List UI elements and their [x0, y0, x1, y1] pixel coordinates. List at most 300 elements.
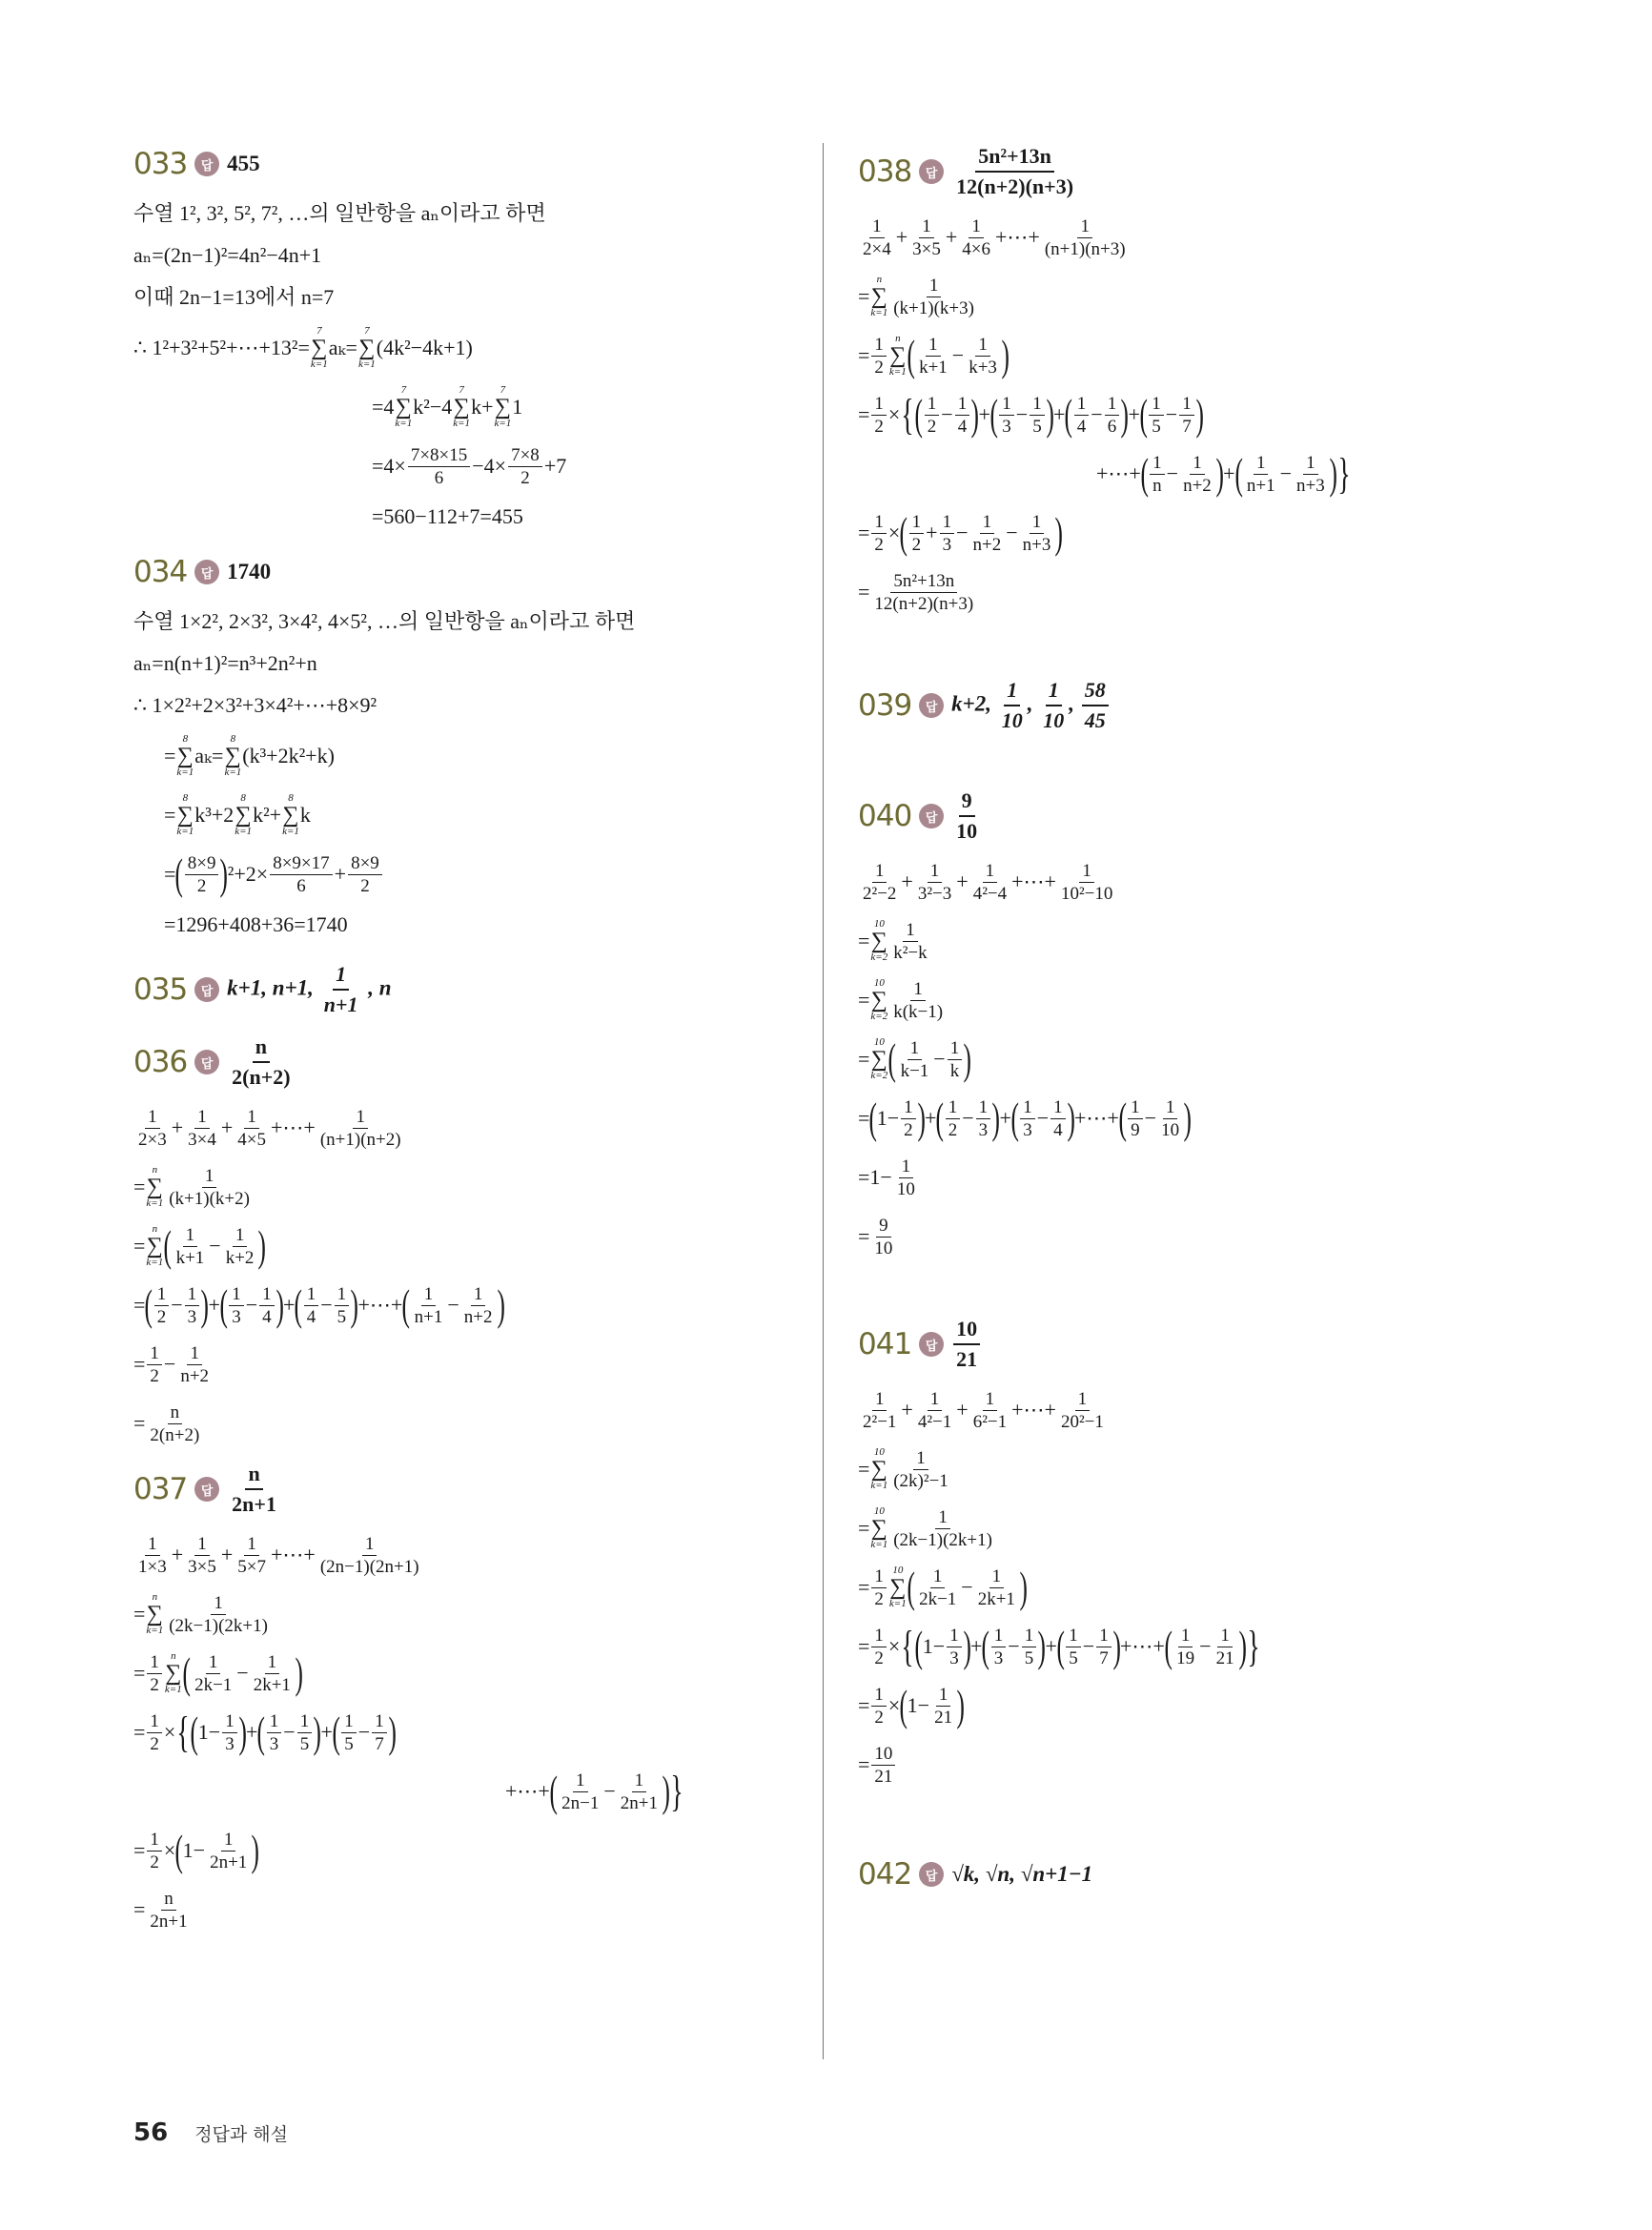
answer-badge-icon: 답 — [194, 560, 219, 584]
sigma-upper-limit: n — [152, 1591, 158, 1603]
brace: } — [670, 1767, 684, 1815]
math-token: ²+2× — [227, 862, 269, 886]
fraction-numerator: 1 — [1254, 454, 1269, 475]
math-token: − — [933, 1047, 946, 1071]
sigma-symbol — [311, 326, 328, 370]
parenthesis: ) — [1183, 1094, 1192, 1142]
math-token: = — [858, 580, 870, 604]
math-token: = — [858, 1457, 870, 1481]
math-line: aₙ=(2n−1)²=4n²−4n+1 — [133, 243, 322, 267]
math-token: − — [961, 1575, 973, 1599]
fraction — [1058, 862, 1115, 903]
parenthesis: ( — [1164, 1622, 1173, 1670]
math-token: = — [133, 1293, 146, 1317]
fraction-denominator: 45 — [1084, 708, 1106, 732]
math-token: + — [1223, 461, 1235, 485]
sigma-upper-limit: 10 — [892, 1565, 904, 1576]
fraction-denominator: n+1 — [414, 1306, 443, 1327]
fraction — [1020, 1098, 1035, 1139]
fraction-denominator: (2k)²−1 — [893, 1470, 948, 1491]
fraction — [321, 962, 361, 1017]
fraction-denominator: (k+1)(k+2) — [169, 1188, 250, 1209]
math-token: = — [133, 1838, 146, 1862]
math-token: , n — [368, 975, 392, 1000]
fraction-numerator: 1 — [1149, 395, 1164, 416]
fraction-numerator: 1 — [901, 1098, 916, 1119]
parenthesis: ( — [981, 1622, 990, 1670]
fraction-numerator: 1 — [935, 1508, 950, 1529]
fraction-denominator: 7 — [1099, 1647, 1109, 1668]
fraction — [970, 862, 1010, 903]
answer — [953, 788, 980, 844]
fraction-numerator: 1 — [372, 1712, 387, 1733]
fraction-denominator: 10 — [874, 1238, 893, 1258]
fraction-numerator: 1 — [955, 395, 970, 416]
fraction-numerator: 1 — [632, 1771, 647, 1792]
brace: { — [901, 390, 915, 439]
sigma-glyph: ∑ — [165, 1661, 182, 1686]
math-line — [858, 385, 1525, 444]
column-divider — [823, 143, 824, 2059]
math-token: − — [1006, 521, 1018, 544]
math-token: = — [133, 1897, 146, 1921]
math-token: =4× — [372, 454, 406, 478]
fraction-numerator: 1 — [1178, 1626, 1193, 1647]
math-token: − — [357, 1720, 371, 1744]
fraction-numerator: 1 — [872, 1390, 887, 1411]
math-token: + — [220, 1115, 234, 1139]
sigma-upper-limit: n — [152, 1223, 158, 1235]
fraction-denominator: 10 — [1161, 1119, 1180, 1140]
fraction-numerator: 1 — [1046, 678, 1062, 706]
fraction-numerator: 1 — [145, 1535, 160, 1556]
math-line — [858, 1558, 1525, 1617]
answer: k+2, $\frac{1}{10}$ , $\frac{1}{10}$ , $\frac{58}{45}$ — [951, 678, 1111, 733]
fraction-numerator: 1 — [1077, 217, 1092, 238]
sigma-symbol — [282, 793, 299, 837]
fraction — [890, 1508, 995, 1549]
fraction-denominator: 2k+1 — [977, 1588, 1015, 1609]
sigma-glyph: ∑ — [395, 395, 412, 419]
fraction-denominator: 6²−1 — [972, 1411, 1008, 1432]
sigma-symbol — [176, 793, 194, 837]
fraction-denominator: 4×5 — [237, 1129, 266, 1150]
parenthesis: ( — [174, 1826, 184, 1874]
parenthesis: ) — [1120, 390, 1130, 439]
fraction-numerator: 1 — [1020, 1098, 1035, 1119]
problem-039 — [858, 677, 1525, 734]
sigma-glyph: ∑ — [146, 1234, 163, 1258]
fraction — [229, 1285, 244, 1326]
fraction — [223, 1226, 257, 1267]
sigma-symbol — [358, 326, 376, 370]
math-token: +⋯+ — [1074, 1106, 1119, 1130]
fraction — [192, 1653, 235, 1694]
fraction — [1179, 395, 1194, 436]
sigma-symbol — [870, 1037, 887, 1081]
fraction — [976, 1098, 991, 1139]
answer — [953, 1317, 980, 1372]
fraction-numerator: 1 — [983, 862, 998, 883]
fraction-denominator: 4×6 — [962, 238, 990, 259]
math-token: = — [858, 988, 870, 1012]
fraction-denominator: (n+1)(n+2) — [319, 1129, 401, 1150]
problem-number: 039 — [858, 688, 912, 723]
answer: 455 — [227, 152, 260, 175]
fraction-denominator: n+2 — [180, 1365, 210, 1386]
fraction — [901, 1098, 916, 1139]
fraction-numerator: 1 — [983, 1390, 998, 1411]
fraction-denominator: 3 — [225, 1733, 235, 1754]
math-token: − — [880, 1165, 892, 1189]
fraction-numerator: 1 — [211, 1594, 226, 1615]
fraction-denominator: k(k−1) — [893, 1001, 944, 1022]
answer-badge-icon: 답 — [919, 804, 944, 829]
math-token: × — [887, 1693, 901, 1717]
math-token: + — [901, 1398, 913, 1422]
fraction-numerator: 1 — [1217, 1626, 1233, 1647]
fraction-denominator: 10 — [896, 1178, 915, 1199]
fraction — [1050, 1098, 1066, 1139]
sigma-glyph: ∑ — [311, 336, 328, 360]
math-token: +⋯+ — [1096, 461, 1141, 485]
parenthesis: ( — [294, 1280, 303, 1329]
fraction-denominator: 2 — [874, 534, 884, 555]
problem-header — [133, 963, 801, 1016]
problem-number: 033 — [133, 147, 188, 181]
math-token: − — [1008, 1634, 1020, 1658]
problem-042 — [858, 1853, 1525, 1895]
fraction — [946, 1098, 961, 1139]
problem-036 — [133, 1033, 801, 1453]
fraction-numerator: 1 — [147, 1831, 162, 1852]
answer — [227, 962, 391, 1017]
math-line — [858, 1676, 1525, 1735]
math-line — [858, 444, 1525, 503]
math-token: + — [171, 1543, 184, 1566]
sigma-upper-limit: 10 — [873, 977, 885, 989]
math-token: − — [1091, 402, 1103, 426]
fraction — [890, 1449, 951, 1490]
fraction-numerator: 1 — [244, 1535, 259, 1556]
parenthesis: ) — [257, 1221, 267, 1270]
math-token: 1 — [907, 1693, 918, 1717]
sigma-lower-limit: k=1 — [453, 418, 471, 429]
fraction — [1040, 678, 1067, 733]
fraction-denominator: 4 — [1076, 416, 1087, 437]
fraction-denominator: 4 — [262, 1306, 272, 1327]
math-token: − — [1015, 402, 1029, 426]
fraction — [1150, 454, 1165, 495]
math-token: aₖ= — [328, 336, 357, 359]
math-token: + — [1053, 402, 1066, 426]
fraction-numerator: 1 — [1105, 395, 1120, 416]
math-token: 1 — [922, 1634, 933, 1658]
problem-033 — [133, 143, 801, 538]
math-token: × — [887, 521, 901, 544]
fraction — [341, 1712, 357, 1753]
fraction-numerator: 1 — [925, 395, 940, 416]
sigma-upper-limit: 8 — [182, 733, 189, 745]
fraction — [147, 1403, 202, 1444]
fraction-denominator: 2(n+2) — [232, 1065, 291, 1089]
parenthesis: ( — [1234, 449, 1243, 498]
answer-badge-icon: 답 — [194, 152, 219, 176]
fraction — [154, 1285, 170, 1326]
sigma-lower-limit: k=2 — [870, 1070, 888, 1081]
sigma-symbol — [889, 334, 907, 378]
fraction-denominator: 12(n+2)(n+3) — [956, 174, 1074, 198]
fraction-denominator: 20²−1 — [1060, 1411, 1104, 1432]
sigma-lower-limit: k=1 — [176, 826, 194, 837]
fraction-numerator: 1 — [147, 1653, 162, 1674]
fraction-denominator: 3²−3 — [917, 883, 952, 904]
math-token: = — [858, 929, 870, 952]
fraction-numerator: 1 — [259, 1285, 275, 1306]
fraction-denominator: k+1 — [175, 1247, 205, 1268]
sigma-symbol — [235, 793, 252, 837]
fraction — [1214, 1626, 1237, 1667]
parenthesis: ( — [914, 1622, 924, 1670]
fraction — [1244, 454, 1278, 495]
math-token: + — [970, 1634, 983, 1658]
fraction-numerator: 1 — [1030, 513, 1045, 534]
fraction-denominator: 2×3 — [138, 1129, 167, 1150]
sigma-lower-limit: k=1 — [494, 418, 512, 429]
parenthesis: ) — [313, 1708, 322, 1756]
math-token: aₖ= — [194, 744, 224, 767]
fraction-denominator: (2n−1)(2n+1) — [319, 1556, 419, 1577]
fraction — [1020, 513, 1054, 554]
math-line — [858, 503, 1525, 563]
answer-badge-icon: 답 — [194, 977, 219, 1002]
parenthesis: ( — [989, 390, 998, 439]
math-token: − — [320, 1293, 333, 1317]
sigma-lower-limit: k=1 — [146, 1625, 164, 1636]
fraction-denominator: k+2 — [225, 1247, 255, 1268]
sigma-upper-limit: n — [895, 333, 901, 344]
fraction — [147, 1653, 162, 1694]
fraction-denominator: k−1 — [900, 1060, 929, 1081]
fraction-numerator: 1 — [333, 962, 349, 991]
fraction-numerator: 1 — [1022, 1626, 1037, 1647]
math-token: = — [133, 1352, 146, 1376]
fraction-denominator: n — [1152, 475, 1162, 496]
math-token: + — [220, 1543, 234, 1566]
math-token: = — [858, 343, 870, 367]
math-line: =1296+408+36=1740 — [164, 912, 348, 936]
problem-041 — [858, 1316, 1525, 1794]
sigma-symbol — [146, 1165, 163, 1209]
fraction-numerator: 8×9×17 — [270, 854, 332, 875]
math-line — [133, 437, 801, 496]
math-token: = — [164, 862, 176, 886]
math-line — [133, 1585, 801, 1644]
fraction-numerator: 1 — [948, 1039, 963, 1060]
problem-header — [858, 143, 1525, 200]
fraction-denominator: 2²−1 — [863, 1411, 897, 1432]
parenthesis: ) — [662, 1767, 670, 1815]
math-token: × — [887, 402, 901, 426]
sigma-glyph: ∑ — [176, 803, 194, 828]
fraction — [991, 1626, 1007, 1667]
fraction — [871, 395, 887, 436]
answer: 1740 — [227, 560, 272, 583]
parenthesis: ) — [991, 1094, 1001, 1142]
sigma-lower-limit: k=1 — [310, 358, 328, 370]
math-token: − — [956, 521, 969, 544]
math-token: − — [932, 1634, 946, 1658]
page-footer — [133, 2118, 288, 2147]
fraction-numerator: 1 — [946, 1098, 961, 1119]
fraction-numerator: 1 — [926, 336, 941, 357]
fraction — [412, 1285, 446, 1326]
fraction-numerator: 1 — [304, 1285, 319, 1306]
fraction-denominator: 2n+1 — [620, 1792, 659, 1813]
parenthesis: ( — [1064, 390, 1073, 439]
sigma-glyph: ∑ — [870, 929, 887, 953]
math-line — [858, 1440, 1525, 1499]
fraction-denominator: 2k+1 — [253, 1674, 291, 1695]
parenthesis: ( — [401, 1280, 411, 1329]
fraction-numerator: n — [245, 1462, 262, 1490]
fraction-denominator: 21 — [956, 1347, 978, 1371]
fraction — [871, 1217, 895, 1258]
fraction-denominator: 2 — [156, 1306, 167, 1327]
fraction-numerator: 1 — [991, 1626, 1007, 1647]
problem-number: 034 — [133, 555, 188, 589]
sigma-glyph: ∑ — [870, 1457, 887, 1482]
fraction — [335, 1285, 350, 1326]
parenthesis: ) — [917, 1094, 926, 1142]
parenthesis: ( — [907, 1563, 915, 1611]
fraction-numerator: 1 — [969, 217, 984, 238]
parenthesis: ( — [332, 1708, 340, 1756]
fraction — [317, 1108, 404, 1149]
fraction-denominator: 6 — [1107, 416, 1117, 437]
fraction-numerator: 1 — [930, 1567, 946, 1588]
sigma-symbol — [494, 385, 511, 429]
fraction-denominator: 19 — [1176, 1647, 1195, 1668]
fraction — [948, 1039, 963, 1080]
fraction — [348, 854, 382, 895]
math-token: 1 — [869, 1165, 881, 1189]
fraction-numerator: 1 — [194, 1535, 210, 1556]
brace: { — [176, 1708, 191, 1756]
fraction-denominator: 2n+1 — [210, 1852, 248, 1872]
fraction-numerator: 1 — [976, 1098, 991, 1119]
math-token: − — [171, 1293, 183, 1317]
answer-badge-icon: 답 — [194, 1477, 219, 1502]
math-line — [133, 1525, 801, 1585]
sigma-upper-limit: 10 — [873, 918, 885, 930]
fraction-denominator: 21 — [1215, 1647, 1234, 1668]
fraction-numerator: 1 — [871, 1626, 887, 1647]
parenthesis: ( — [182, 1648, 191, 1697]
fraction-denominator: k+3 — [969, 357, 997, 378]
parenthesis: ( — [1010, 1094, 1019, 1142]
sigma-glyph: ∑ — [358, 336, 376, 360]
math-token: − — [283, 1720, 296, 1744]
parenthesis: ) — [970, 390, 980, 439]
fraction-numerator: 1 — [297, 1712, 313, 1733]
math-token: +⋯+ — [505, 1779, 550, 1803]
fraction — [1042, 217, 1129, 258]
math-line: ∴ 1×2²+2×3²+3×4²+⋯+8×9² — [133, 693, 377, 717]
parenthesis: ( — [914, 390, 924, 439]
math-token: = — [133, 1720, 146, 1744]
fraction — [999, 678, 1026, 733]
math-token: = — [858, 402, 870, 426]
math-line — [858, 1148, 1525, 1207]
problem-038 — [858, 143, 1525, 622]
sigma-glyph: ∑ — [889, 1575, 907, 1600]
fraction — [871, 513, 887, 554]
math-token: − — [236, 1661, 249, 1685]
math-token: − — [603, 1779, 616, 1803]
fraction-denominator: 2k−1 — [919, 1588, 957, 1609]
math-token: = — [858, 1693, 870, 1717]
fraction-numerator: 7×8×15 — [408, 446, 470, 467]
math-line — [133, 845, 801, 904]
fraction — [1180, 454, 1214, 495]
parenthesis: ( — [1056, 1622, 1065, 1670]
sigma-lower-limit: k=1 — [395, 418, 413, 429]
sigma-symbol — [870, 978, 887, 1022]
fraction-denominator: 7 — [1182, 416, 1192, 437]
fraction-numerator: 1 — [989, 1567, 1005, 1588]
sigma-glyph: ∑ — [453, 395, 470, 419]
fraction-numerator: 1 — [187, 1344, 202, 1365]
fraction-denominator: 4²−4 — [972, 883, 1008, 904]
fraction-denominator: 7 — [375, 1733, 384, 1754]
parenthesis: ( — [887, 1034, 897, 1083]
fraction-denominator: k+1 — [919, 357, 948, 378]
math-token: = — [858, 1165, 870, 1189]
fraction-denominator: 2 — [360, 875, 370, 896]
fraction — [1058, 1390, 1107, 1431]
answer-badge-icon: 답 — [919, 693, 944, 718]
fraction — [955, 395, 970, 436]
fraction-numerator: 58 — [1082, 678, 1109, 706]
math-token: − — [209, 1234, 221, 1258]
fraction-numerator: 1 — [573, 1771, 588, 1792]
fraction-numerator: 1 — [145, 1108, 160, 1129]
sigma-lower-limit: k=1 — [888, 1598, 907, 1609]
fraction-denominator: 2 — [150, 1852, 159, 1872]
sigma-glyph: ∑ — [235, 803, 252, 828]
fraction-numerator: 10 — [953, 1317, 980, 1345]
parenthesis: ) — [963, 1034, 972, 1083]
fraction-numerator: 1 — [421, 1285, 437, 1306]
fraction-numerator: 1 — [1163, 1098, 1178, 1119]
sigma-lower-limit: k=2 — [870, 1011, 888, 1022]
parenthesis: ) — [1054, 508, 1064, 557]
math-token: − — [193, 1838, 206, 1862]
sigma-glyph: ∑ — [870, 284, 887, 309]
math-token: = — [858, 1575, 870, 1599]
sigma-lower-limit: k=1 — [870, 1480, 888, 1491]
fraction — [135, 1535, 170, 1576]
math-token: +7 — [543, 454, 567, 478]
fraction-numerator: 1 — [222, 1712, 237, 1733]
fraction-numerator: 1 — [928, 862, 943, 883]
fraction-numerator: 1 — [1066, 1626, 1081, 1647]
problem-number: 042 — [858, 1857, 912, 1892]
fraction-numerator: n — [161, 1890, 176, 1911]
problem-034 — [133, 551, 801, 946]
math-token: + — [895, 225, 908, 249]
